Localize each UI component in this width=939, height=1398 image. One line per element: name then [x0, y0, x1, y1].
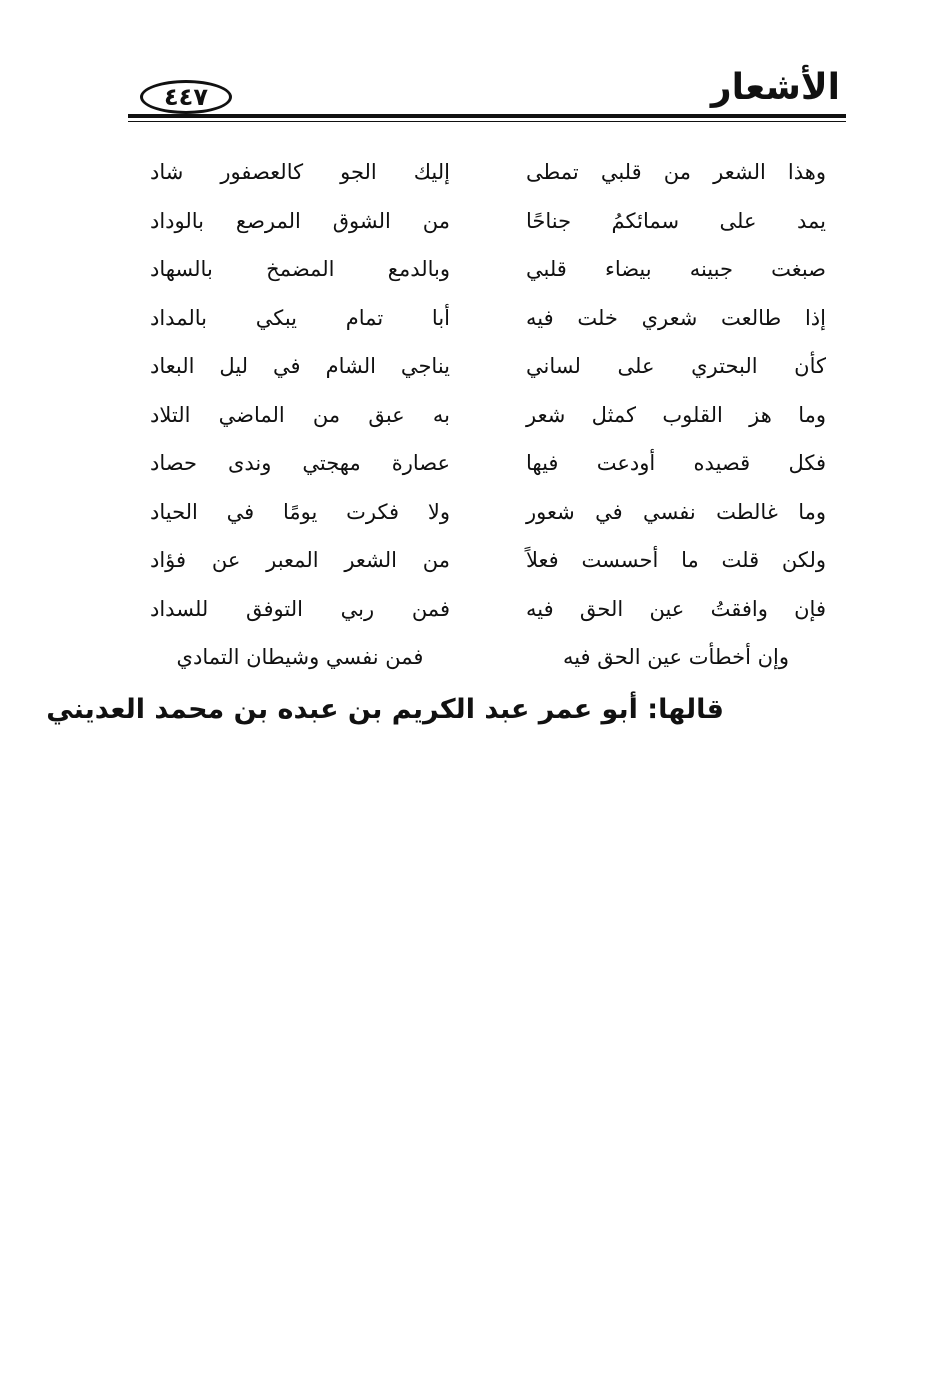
page-header	[128, 64, 846, 124]
second-hemistich: به عبق من الماضي التلاد	[150, 402, 450, 427]
first-hemistich: وما غالطت نفسي في شعور	[526, 499, 826, 524]
chapter-title: الأشعار	[710, 67, 840, 108]
poem-verse	[150, 488, 826, 537]
poem-verse	[150, 391, 826, 440]
poem-verse	[150, 148, 826, 197]
first-hemistich: وهذا الشعر من قلبي تمطى	[526, 160, 826, 185]
first-hemistich: ولكن قلت ما أحسست فعلاً	[526, 548, 826, 573]
first-hemistich: كأن البحتري على لساني	[526, 354, 826, 379]
poem-verse	[150, 245, 826, 294]
second-hemistich: فمن نفسي وشيطان التمادي	[176, 645, 424, 670]
second-hemistich: إليك الجو كالعصفور شاد	[150, 160, 450, 185]
first-hemistich: صبغت جبينه بيضاء قلبي	[526, 257, 826, 282]
header-rule-thick	[128, 114, 846, 118]
first-hemistich: فكل قصيده أودعت فيها	[526, 451, 826, 476]
second-hemistich: يناجي الشام في ليل البعاد	[150, 354, 450, 379]
poem-verse	[150, 439, 826, 488]
second-hemistich: عصارة مهجتي وندى حصاد	[150, 451, 450, 476]
second-hemistich: من الشوق المرصع بالوداد	[150, 208, 450, 233]
poem-verse	[150, 197, 826, 246]
poem-verse	[150, 294, 826, 343]
poem-verse	[150, 585, 826, 634]
second-hemistich: فمن ربي التوفق للسداد	[150, 596, 450, 621]
poem-verse	[150, 342, 826, 391]
poet-signature: قالها: أبو عمر عبد الكريم بن عبده بن محمد العديني	[46, 694, 724, 725]
page-number-badge: ٤٤٧	[140, 80, 232, 114]
second-hemistich: وبالدمع المضمخ بالسهاد	[150, 257, 450, 282]
first-hemistich: وما هز القلوب كمثل شعر	[526, 402, 826, 427]
first-hemistich: يمد على سمائكمُ جناحًا	[526, 208, 826, 233]
poem-verse	[150, 633, 826, 682]
second-hemistich: أبا تمام يبكي بالمداد	[150, 305, 450, 330]
first-hemistich: وإن أخطأت عين الحق فيه	[562, 645, 790, 670]
poem	[150, 148, 826, 682]
second-hemistich: من الشعر المعبر عن فؤاد	[150, 548, 450, 573]
poem-verse	[150, 536, 826, 585]
first-hemistich: إذا طالعت شعري خلت فيه	[526, 305, 826, 330]
second-hemistich: ولا فكرت يومًا في الحياد	[150, 499, 450, 524]
header-rule-thin	[128, 121, 846, 122]
first-hemistich: فإن وافقتُ عين الحق فيه	[526, 596, 826, 621]
